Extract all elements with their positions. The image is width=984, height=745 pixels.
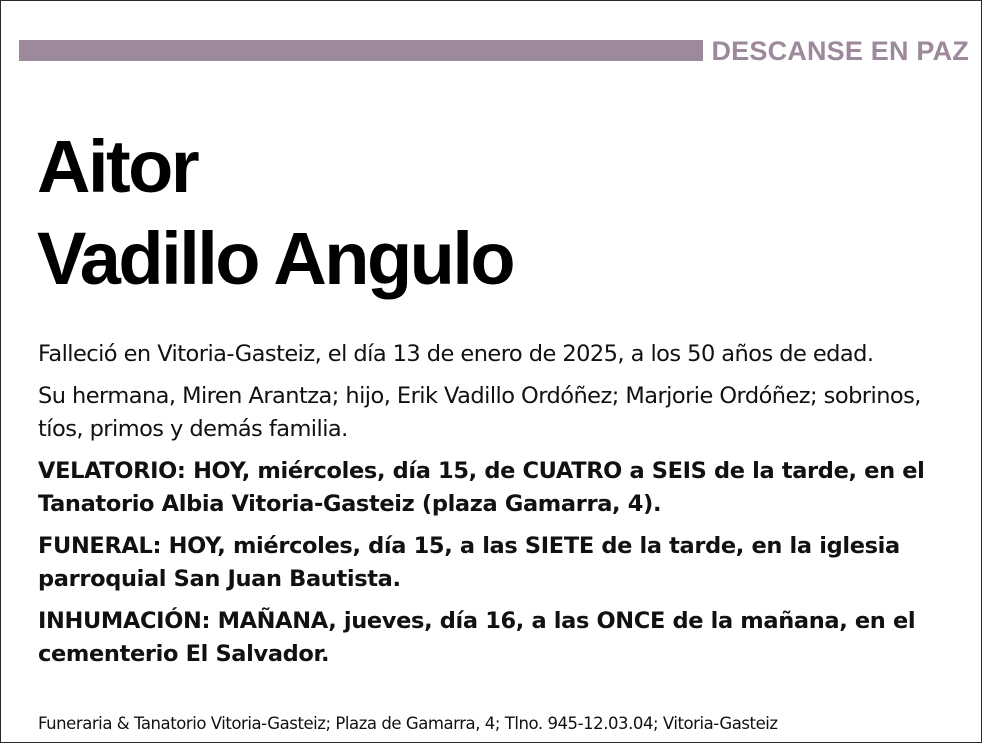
family-paragraph: Su hermana, Miren Arantza; hijo, Erik Vadillo Ordóñez; Marjorie Ordóñez; sobrinos, tíos, primos y demás familia. [38, 383, 921, 442]
death-paragraph: Falleció en Vitoria-Gasteiz, el día 13 de enero de 2025, a los 50 años de edad. [38, 341, 874, 367]
header-bar [19, 40, 703, 61]
deceased-name [37, 121, 513, 305]
deceased-surnames: Vadillo Angulo [37, 217, 514, 300]
funeral-paragraph: FUNERAL: HOY, miércoles, día 15, a las SIETE de la tarde, en la iglesia parroquial San Juan Bautista. [38, 533, 900, 592]
deceased-first-name: Aitor [37, 125, 198, 208]
notice-body [38, 338, 958, 680]
burial-paragraph: INHUMACIÓN: MAÑANA, jueves, día 16, a las ONCE de la mañana, en el cementerio El Salvador. [38, 608, 916, 667]
wake-paragraph: VELATORIO: HOY, miércoles, día 15, de CUATRO a SEIS de la tarde, en el Tanatorio Albia Vitoria-Gasteiz (plaza Gamarra, 4). [38, 458, 925, 517]
header [19, 34, 969, 68]
funeral-home-footer: Funeraria & Tanatorio Vitoria-Gasteiz; Plaza de Gamarra, 4; Tlno. 945-12.03.04; Vitoria-Gasteiz [38, 714, 778, 733]
header-label: DESCANSE EN PAZ [711, 36, 969, 66]
